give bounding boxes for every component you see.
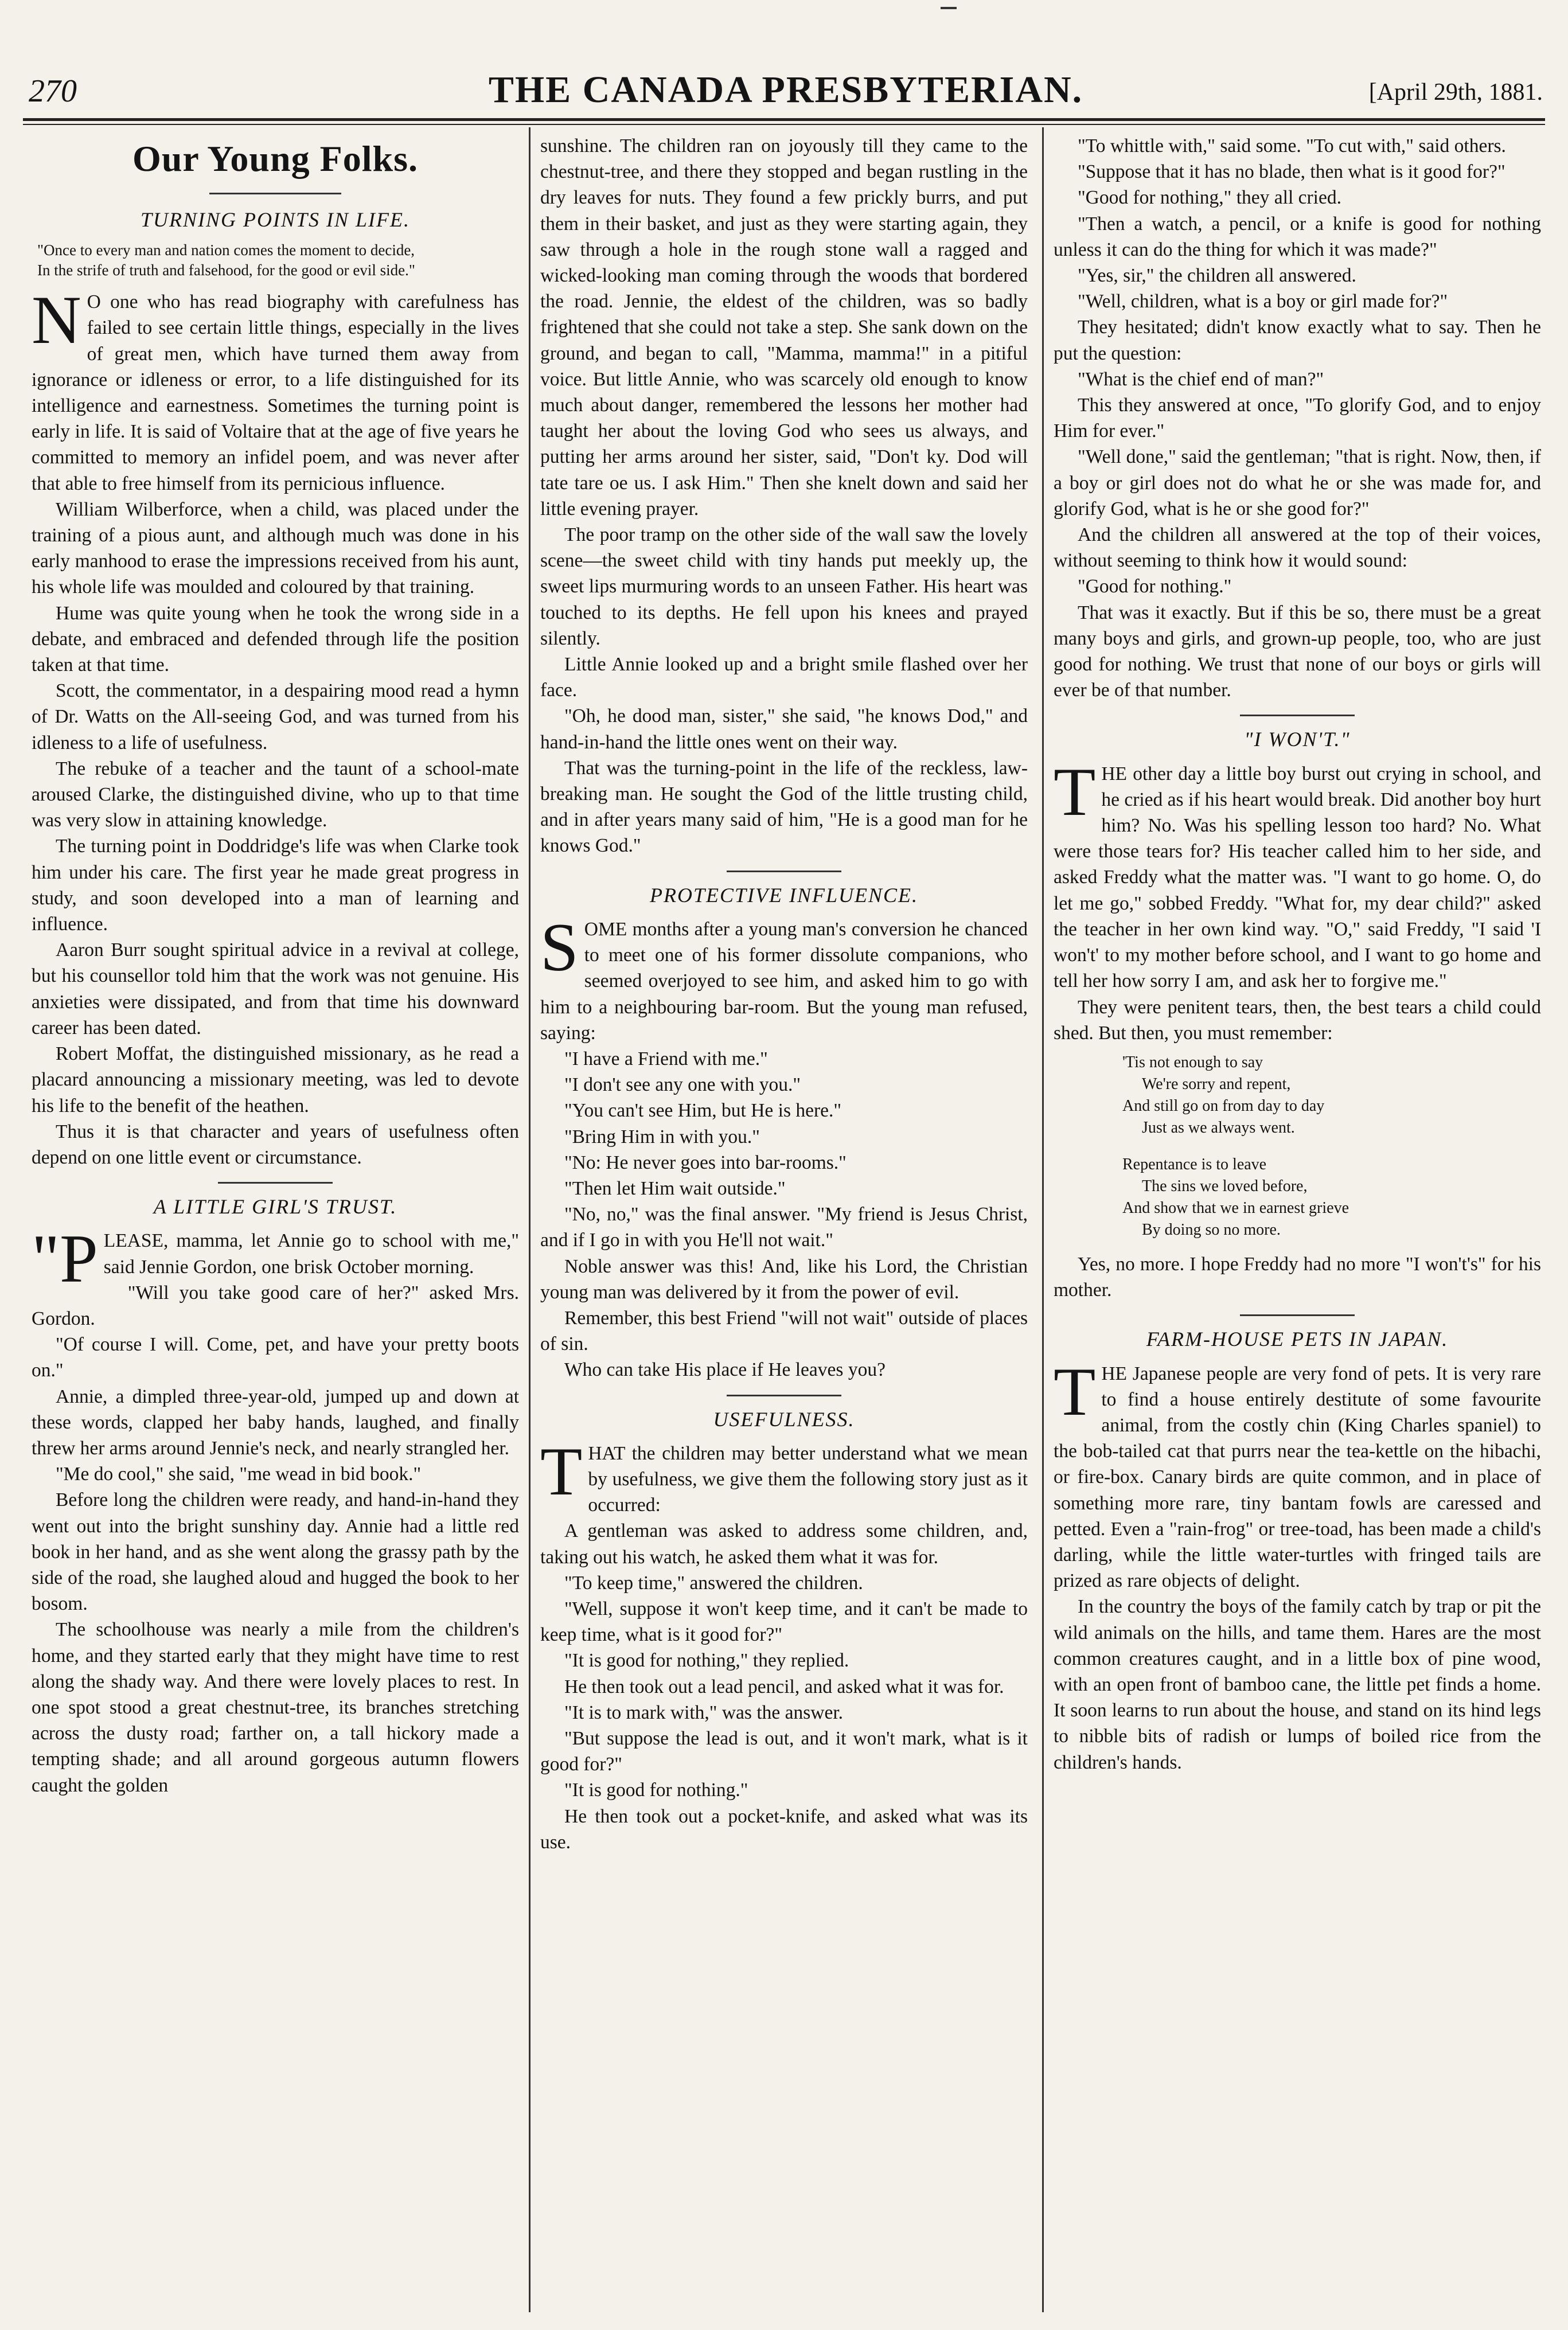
- paragraph: "To keep time," answered the children.: [564, 1572, 863, 1594]
- epigraph-line: "Once to every man and nation comes the moment to decide,: [37, 241, 415, 259]
- paragraph: N O one who has read biography with carefulness has failed to see certain little things, especially in the lives of great men, which have turned them away from ignorance or idleness or error, to a life distinguished for its intelligence and earnestness. Sometimes the turning point is early in life. It is said of Voltaire that at the age of five years he committed to memory an infidel poem, and was never after that able to free himself from its pernicious influence.: [32, 282, 519, 494]
- header-rule: [23, 118, 1545, 121]
- paragraph: Scott, the commentator, in a despairing mood read a hymn of Dr. Watts on the All-seeing God, and was turned from his idleness to a life of usefulness.: [32, 680, 519, 754]
- column-1: [32, 133, 519, 1798]
- section-rule: [209, 193, 341, 194]
- article-rule: [1240, 1314, 1355, 1316]
- paragraph: "Well done," said the gentleman; "that is right. Now, then, if a boy or girl does not do what he or she was made for, and glorify God, what is he or she good for?": [1054, 446, 1541, 520]
- header-rule-thin: [23, 124, 1545, 125]
- drop-cap: S: [540, 908, 579, 985]
- paragraph: He then took out a pocket-knife, and asked what was its use.: [540, 1805, 1028, 1853]
- column-2: [540, 133, 1028, 1855]
- newspaper-title: THE CANADA PRESBYTERIAN.: [488, 69, 1083, 111]
- paragraph: Thus it is that character and years of usefulness often depend on one little event or circumstance.: [32, 1121, 519, 1168]
- paragraph: "No, no," was the final answer. "My friend is Jesus Christ, and if I go in with you He'll not wait.": [540, 1204, 1028, 1251]
- paragraph: "It is good for nothing.": [564, 1779, 748, 1801]
- paragraph: That was the turning-point in the life of the reckless, law-breaking man. He sought the God of the little trusting child, and in after years many said of him, "He is a good man for he knows God.": [540, 757, 1028, 857]
- article-rule: [727, 1395, 841, 1396]
- paragraph: Before long the children were ready, and hand-in-hand they went out into the bright sunshiny day. Annie had a little red book in her hand, and as she went along the grassy path by the side of the road, she laughed aloud and hugged the book to her bosom.: [32, 1489, 519, 1615]
- paragraph: In the country the boys of the family catch by trap or pit the wild animals on the hills, and tame them. Hares are the most common creatures caught, and in a little box of pine wood, with an open front of bamboo cane, the little pet finds a home. It soon learns to run about the house, and stand on its hind legs to nibble bits of radish or lumps of boiled rice from the children's hands.: [1054, 1596, 1541, 1773]
- drop-cap: T: [1054, 753, 1096, 830]
- article-title: FARM-HOUSE PETS IN JAPAN.: [1146, 1328, 1449, 1351]
- paragraph: This they answered at once, "To glorify God, and to enjoy Him for ever.": [1054, 395, 1541, 442]
- issue-date: [April 29th, 1881.: [1368, 79, 1543, 106]
- paragraph: THAT the children may better understand what we mean by usefulness, we give them the following story just as it occurred:: [540, 1433, 1028, 1516]
- article-rule: [727, 871, 841, 872]
- print-mark: [941, 7, 957, 9]
- poem-line: Repentance is to leave: [1122, 1155, 1267, 1173]
- paragraph: "PLEASE, mamma, let Annie go to school with me," said Jennie Gordon, one brisk October morning.: [32, 1220, 519, 1297]
- paragraph: "What is the chief end of man?": [1078, 368, 1324, 390]
- paragraph: The poor tramp on the other side of the wall saw the lovely scene—the sweet child with tiny hands put meekly up, the sweet lips murmuring words to an unseen Father. His heart was touched to its depths. He fell upon his knees and prayed silently.: [540, 524, 1028, 649]
- epigraph: [37, 241, 513, 280]
- paragraph: "Bring Him in with you.": [564, 1126, 760, 1148]
- article-title: USEFULNESS.: [713, 1407, 855, 1431]
- paragraph: "It is good for nothing," they replied.: [564, 1650, 849, 1672]
- paragraph: That was it exactly. But if this be so, there must be a great many boys and girls, and grown-up people, too, who are just good for nothing. We trust that none of our boys or girls will ever be of that number.: [1054, 602, 1541, 701]
- page-header: [29, 66, 1543, 112]
- paragraph: "But suppose the lead is out, and it won't mark, what is it good for?": [540, 1727, 1028, 1775]
- paragraph: THE other day a little boy burst out crying in school, and he cried as if his heart would break. Did another boy hurt him? No. Was his spelling lesson too hard? No. What were those tears for? His teacher called him to her side, and asked Freddy what the matter was. "I want to go home. O, do let me go," sobbed Freddy. "What for, my dear child?" asked the teacher in her own kind way. "O," said Freddy, "I said 'I won't' to my mother before school, and I want to go home and tell her how sorry I am, and ask her to forgive me.": [1054, 753, 1541, 992]
- paragraph: They hesitated; didn't know exactly what to say. Then he put the question:: [1054, 317, 1541, 364]
- paragraph: sunshine. The children ran on joyously till they came to the chestnut-tree, and there they stopped and began rustling in the dry leaves for nuts. They found a few prickly burrs, and put them in their basket, and just as they were starting again, they saw through a hole in the rough stone wall a ragged and wicked-looking man coming through the woods that bordered the road. Jennie, the eldest of the children, was so badly frightened that she could not take a step. She sank down on the ground, and began to call, "Mamma, mamma!" in a pitiful voice. But little Annie, who was scarcely old enough to know much about danger, remembered the lessons her mother had taught her about the loving God who sees us always, and putting her arms around her sister, said, "Don't ky. Dod will tate tare oe us. I ask Him." Then she knelt down and said her little evening prayer.: [540, 135, 1028, 520]
- poem-line: We're sorry and repent,: [1142, 1075, 1291, 1093]
- poem-line: And show that we in earnest grieve: [1122, 1199, 1349, 1217]
- column-divider: [529, 127, 531, 2312]
- paragraph: Robert Moffat, the distinguished missionary, as he read a placard announcing a missionary meeting, was led to devote his life to the benefit of the heathen.: [32, 1043, 519, 1117]
- article-title: PROTECTIVE INFLUENCE.: [649, 883, 918, 907]
- paragraph: The turning point in Doddridge's life was when Clarke took him under his care. The first year he made great progress in study, and soon developed into a man of learning and influence.: [32, 836, 519, 935]
- poem-line: The sins we loved before,: [1142, 1177, 1308, 1195]
- paragraph: "Of course I will. Come, pet, and have your pretty boots on.": [32, 1334, 519, 1381]
- paragraph: "Then let Him wait outside.": [564, 1177, 786, 1199]
- article-title: A LITTLE GIRL'S TRUST.: [153, 1195, 397, 1219]
- paragraph: "No: He never goes into bar-rooms.": [564, 1152, 847, 1173]
- paragraph: Noble answer was this! And, like his Lord, the Christian young man was delivered by it from the power of evil.: [540, 1255, 1028, 1303]
- paragraph: Hume was quite young when he took the wrong side in a debate, and embraced and defended through life the position taken at that time.: [32, 602, 519, 676]
- poem-line: And still go on from day to day: [1122, 1096, 1325, 1115]
- paragraph: SOME months after a young man's conversion he chanced to meet one of his former dissolute companions, who seemed overjoyed to see him, and asked him to go with him to a neighbouring bar-room. But the young man refused, saying:: [540, 908, 1028, 1044]
- paragraph: "Will you take good care of her?" asked Mrs. Gordon.: [32, 1282, 519, 1329]
- paragraph: "Oh, he dood man, sister," she said, "he knows Dod," and hand-in-hand the little ones went on their way.: [540, 705, 1028, 753]
- paragraph: "Well, children, what is a boy or girl made for?": [1078, 291, 1448, 313]
- paragraph: "Good for nothing," they all cried.: [1078, 187, 1341, 209]
- paragraph: "I have a Friend with me.": [564, 1048, 768, 1070]
- paragraph: Annie, a dimpled three-year-old, jumped up and down at these words, clapped her baby hands, laughed, and finally threw her arms around Jennie's neck, and nearly strangled her.: [32, 1385, 519, 1459]
- page-number: 270: [29, 73, 77, 109]
- paragraph: He then took out a lead pencil, and asked what it was for.: [564, 1676, 1004, 1697]
- paragraph: And the children all answered at the top of their voices, without seeming to think how it would sound:: [1054, 524, 1541, 572]
- paragraph: William Wilberforce, when a child, was placed under the training of a pious aunt, and although much was done in his early manhood to erase the impressions received from his aunt, his whole life was moulded and coloured by that training.: [32, 498, 519, 598]
- drop-cap: N: [32, 282, 81, 358]
- paragraph: The schoolhouse was nearly a mile from the children's home, and they started early that they might have time to rest along the shady way. And there were lovely places to rest. In one spot stood a great chestnut-tree, its branches stretching across the dusty road; farther on, a tall hickory made a tempting shade; and all around gorgeous autumn flowers caught the golden: [32, 1619, 519, 1796]
- paragraph: "Good for nothing.": [1078, 576, 1232, 598]
- article-title: TURNING POINTS IN LIFE.: [140, 208, 411, 231]
- paragraph: They were penitent tears, then, the best tears a child could shed. But then, you must remember:: [1054, 996, 1541, 1044]
- section-title: Our Young Folks.: [132, 138, 418, 179]
- article-rule: [218, 1182, 333, 1184]
- drop-cap: T: [540, 1433, 583, 1509]
- paragraph: "Suppose that it has no blade, then what is it good for?": [1078, 161, 1505, 183]
- epigraph-line: In the strife of truth and falsehood, for the good or evil side.": [37, 262, 415, 279]
- paragraph: A gentleman was asked to address some children, and, taking out his watch, he asked them what it was for.: [540, 1520, 1028, 1568]
- paragraph: "You can't see Him, but He is here.": [564, 1100, 842, 1122]
- drop-cap: T: [1054, 1353, 1096, 1430]
- paragraph: Aaron Burr sought spiritual advice in a revival at college, but his counsellor told him that the work was not genuine. His anxieties were dissipated, and from that time his downward career has been dated.: [32, 939, 519, 1039]
- paragraph: "Well, suppose it won't keep time, and it can't be made to keep time, what is it good for?": [540, 1598, 1028, 1646]
- column-divider: [1042, 127, 1044, 2312]
- drop-cap: "P: [32, 1220, 98, 1297]
- paragraph: "It is to mark with," was the answer.: [564, 1701, 844, 1723]
- paragraph: "Then a watch, a pencil, or a knife is good for nothing unless it can do the thing for which it was made?": [1054, 213, 1541, 260]
- paragraph: Yes, no more. I hope Freddy had no more "I won't's" for his mother.: [1054, 1253, 1541, 1301]
- paragraph: THE Japanese people are very fond of pets. It is very rare to find a house entirely destitute of some favourite animal, from the costly chin (King Charles spaniel) to the bob-tailed cat that purrs near the tea-kettle on the hibachi, or fire-box. Canary birds are quite common, and in place of something more rare, tiny bantam fowls are caressed and petted. Even a "rain-frog" or tree-toad, has been made a child's darling, while the little water-turtles with fringed tails are prized as rare objects of delight.: [1054, 1353, 1541, 1592]
- poem-line: 'Tis not enough to say: [1122, 1053, 1263, 1071]
- paragraph: Little Annie looked up and a bright smile flashed over her face.: [540, 654, 1028, 701]
- paragraph: "Yes, sir," the children all answered.: [1078, 265, 1356, 287]
- poem-line: Just as we always went.: [1142, 1118, 1295, 1137]
- article-title: "I WON'T.": [1244, 728, 1351, 751]
- paragraph: The rebuke of a teacher and the taunt of a school-mate aroused Clarke, the distinguished divine, who up to that time was very slow in attaining knowledge.: [32, 758, 519, 832]
- paragraph: Remember, this best Friend "will not wait" outside of places of sin.: [540, 1307, 1028, 1355]
- poem-line: By doing so no more.: [1142, 1220, 1281, 1239]
- paragraph: "Me do cool," she said, "me wead in bid book.": [56, 1463, 422, 1485]
- paragraph: "I don't see any one with you.": [564, 1074, 801, 1096]
- column-3: [1054, 133, 1541, 1775]
- paragraph: Who can take His place if He leaves you?: [564, 1359, 886, 1381]
- article-rule: [1240, 715, 1355, 716]
- poem: [1122, 1052, 1541, 1241]
- paragraph: "To whittle with," said some. "To cut with," said others.: [1078, 135, 1506, 157]
